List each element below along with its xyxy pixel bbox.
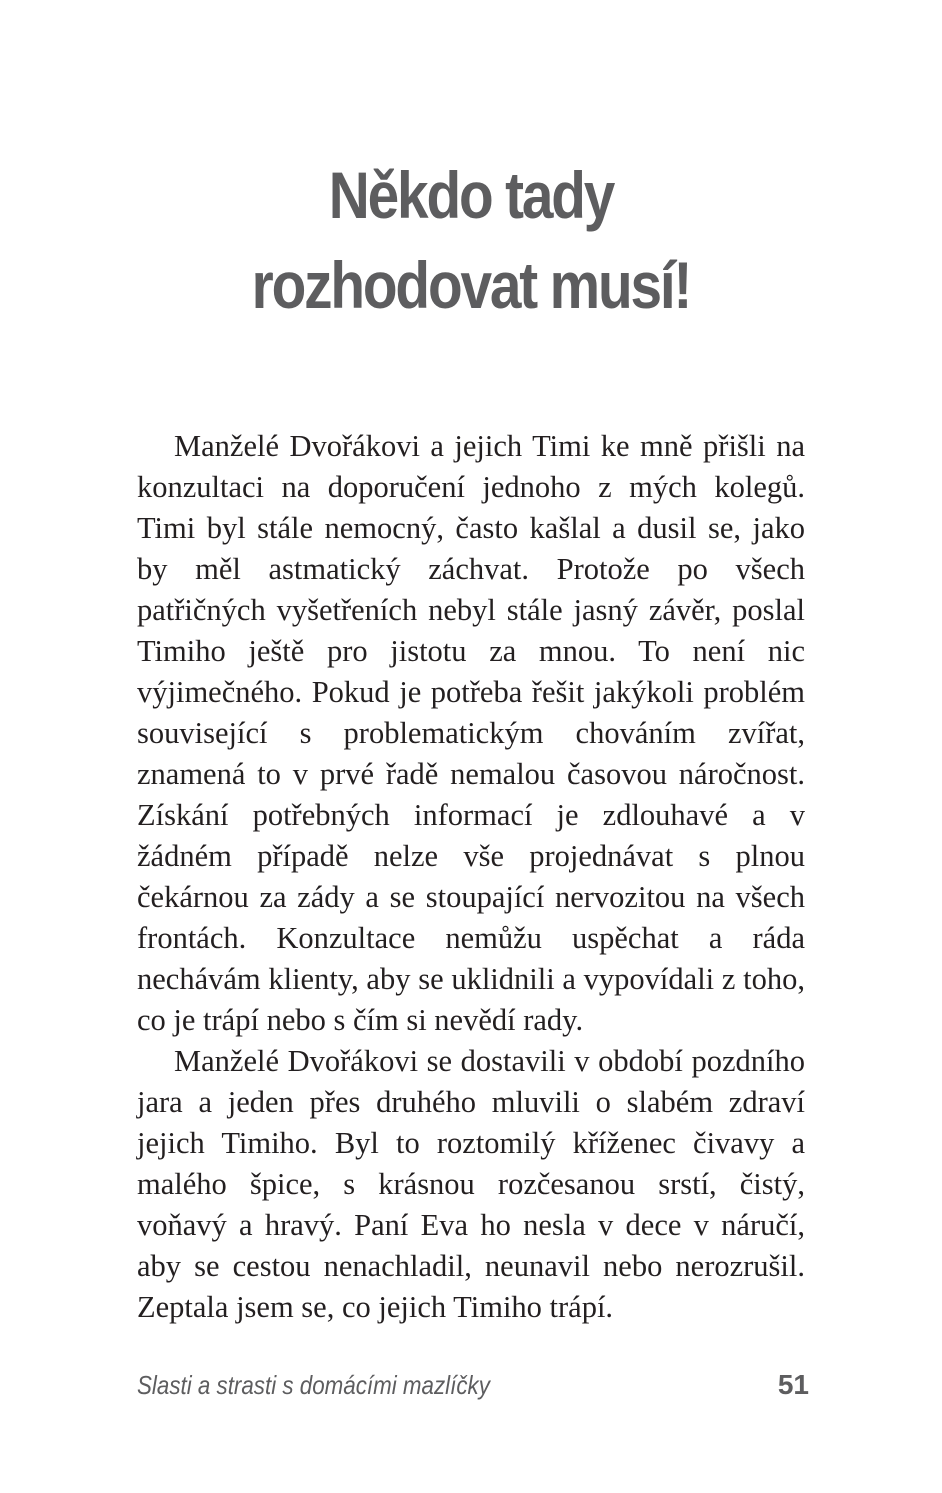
paragraph-2: Manželé Dvořákovi se dostavili v období pozdního jara a jeden přes druhého mluvili o slabém zdraví jejich Timiho. Byl to roztomilý kříženec čivavy a malého špice, s krásnou rozčesanou srstí, čistý, voňavý a hravý. Paní Eva ho nesla v dece v náručí, aby se cestou nenachladil, neunavil nebo nerozrušil. Zeptala jsem se, co jejich Timiho trápí. [137,1044,805,1324]
page-footer [137,1365,809,1405]
chapter-title-line-1: Někdo tady [328,158,614,232]
running-footer-title: Slasti a strasti s domácími mazlíčky [137,1370,490,1400]
chapter-title [66,150,876,330]
page-number: 51 [777,1369,809,1400]
paragraph-1: Manželé Dvořákovi a jejich Timi ke mně přišli na konzultaci na doporučení jednoho z mých kolegů. Timi byl stále nemocný, často kašlal a dusil se, jako by měl astmatický záchvat. Protože po všech patřičných vyšetřeních nebyl stále jasný závěr, poslal Timiho ještě pro jistotu za mnou. To není nic výjimečného. Pokud je potřeba řešit jakýkoli problém související s problematickým chováním zvířat, znamená to v prvé řadě nemalou časovou náročnost. Získání potřebných informací je zdlouhavé a v žádném případě nelze vše projednávat s plnou čekárnou za zády a se stoupající nervozitou na všech frontách. Konzultace nemůžu uspěchat a ráda nechávám klienty, aby se uklidnili a vypovídali z toho, co je trápí nebo s čím si nevědí rady. [137,429,805,1037]
chapter-title-line-2: rozhodovat musí! [251,248,691,322]
chapter-body [137,426,805,1328]
